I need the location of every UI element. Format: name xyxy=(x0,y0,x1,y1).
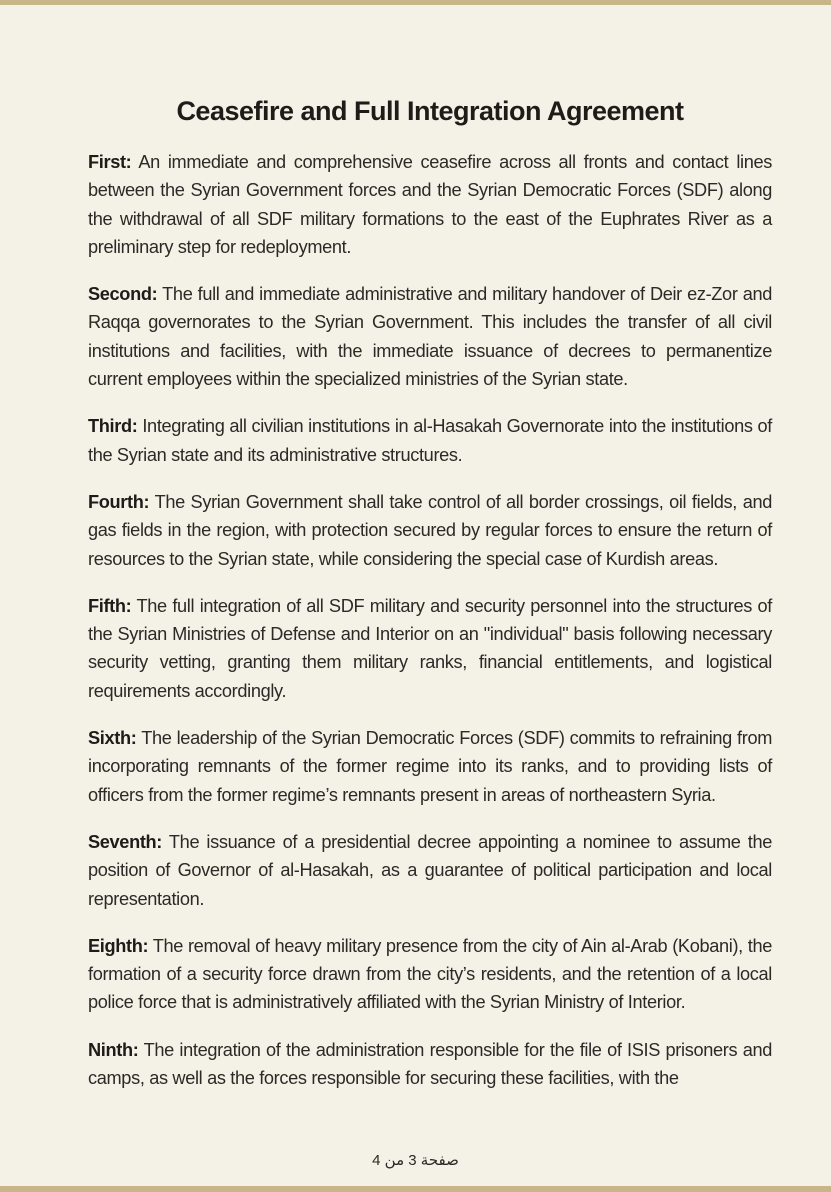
clause-label: Fifth: xyxy=(88,595,132,616)
clause-text: The removal of heavy military presence from the city of Ain al-Arab (Kobani), the formation of a security force drawn from the city’s residents, and the retention of a local police force that is administratively affiliated with the Syrian Ministry of Interior. xyxy=(88,935,773,1013)
clause-text: The integration of the administration responsible for the file of ISIS prisoners and camps, as well as the forces responsible for securing these facilities, with the xyxy=(88,1039,772,1089)
clause-fifth xyxy=(88,592,772,705)
clause-label: Third: xyxy=(88,416,138,437)
document-page xyxy=(88,0,772,1111)
clause-third xyxy=(88,412,772,469)
bottom-border-rule xyxy=(0,1186,831,1192)
clause-sixth xyxy=(88,724,772,809)
clause-label: First: xyxy=(88,152,132,172)
clause-text: Integrating all civilian institutions in al-Hasakah Governorate into the institutions of the Syrian state and its administrative structures. xyxy=(88,416,772,465)
clause-label: Eighth: xyxy=(88,935,149,956)
clause-eighth xyxy=(88,932,772,1017)
clause-text: The full integration of all SDF military and security personnel into the structures of the Syrian Ministries of Defense and Interior on an "individual" basis following necessary security vetting, granting them military ranks, financial entitlements, and logistical requirements accordingly. xyxy=(88,595,773,701)
clause-text: The Syrian Government shall take control of all border crossings, oil fields, and gas fields in the region, with protection secured by regular forces to ensure the return of resources to the Syrian state, while considering the special case of Kurdish areas. xyxy=(88,491,772,569)
clause-label: Seventh: xyxy=(88,831,163,852)
clause-list xyxy=(88,148,772,1092)
clause-label: Ninth: xyxy=(88,1039,139,1060)
clause-seventh xyxy=(88,828,772,913)
clause-text: The full and immediate administrative and military handover of Deir ez-Zor and Raqqa governorates to the Syrian Government. This includes the transfer of all civil institutions and facilities, with the immediate issuance of decrees to permanentize current employees within the specialized ministries of the Syrian state. xyxy=(88,284,773,390)
clause-text: The issuance of a presidential decree appointing a nominee to assume the position of Governor of al-Hasakah, as a guarantee of political participation and local representation. xyxy=(88,831,773,909)
clause-first xyxy=(88,148,772,261)
clause-fourth xyxy=(88,488,772,573)
page-number: صفحة 3 من 4 xyxy=(372,1152,459,1169)
clause-ninth xyxy=(88,1036,772,1093)
clause-text: The leadership of the Syrian Democratic Forces (SDF) commits to refraining from incorporating remnants of the former regime into its ranks, and to providing lists of officers from the former regime’s remnants present in areas of northeastern Syria. xyxy=(88,728,773,805)
clause-label: Fourth: xyxy=(88,491,150,512)
clause-second xyxy=(88,280,772,393)
clause-text: An immediate and comprehensive ceasefire across all fronts and contact lines between the Syrian Government forces and the Syrian Democratic Forces (SDF) along the withdrawal of all SDF military formations to the east of the Euphrates River as a preliminary step for redeployment. xyxy=(88,152,772,257)
document-title: Ceasefire and Full Integration Agreement xyxy=(176,96,684,126)
clause-label: Second: xyxy=(88,284,158,305)
clause-label: Sixth: xyxy=(88,728,137,749)
